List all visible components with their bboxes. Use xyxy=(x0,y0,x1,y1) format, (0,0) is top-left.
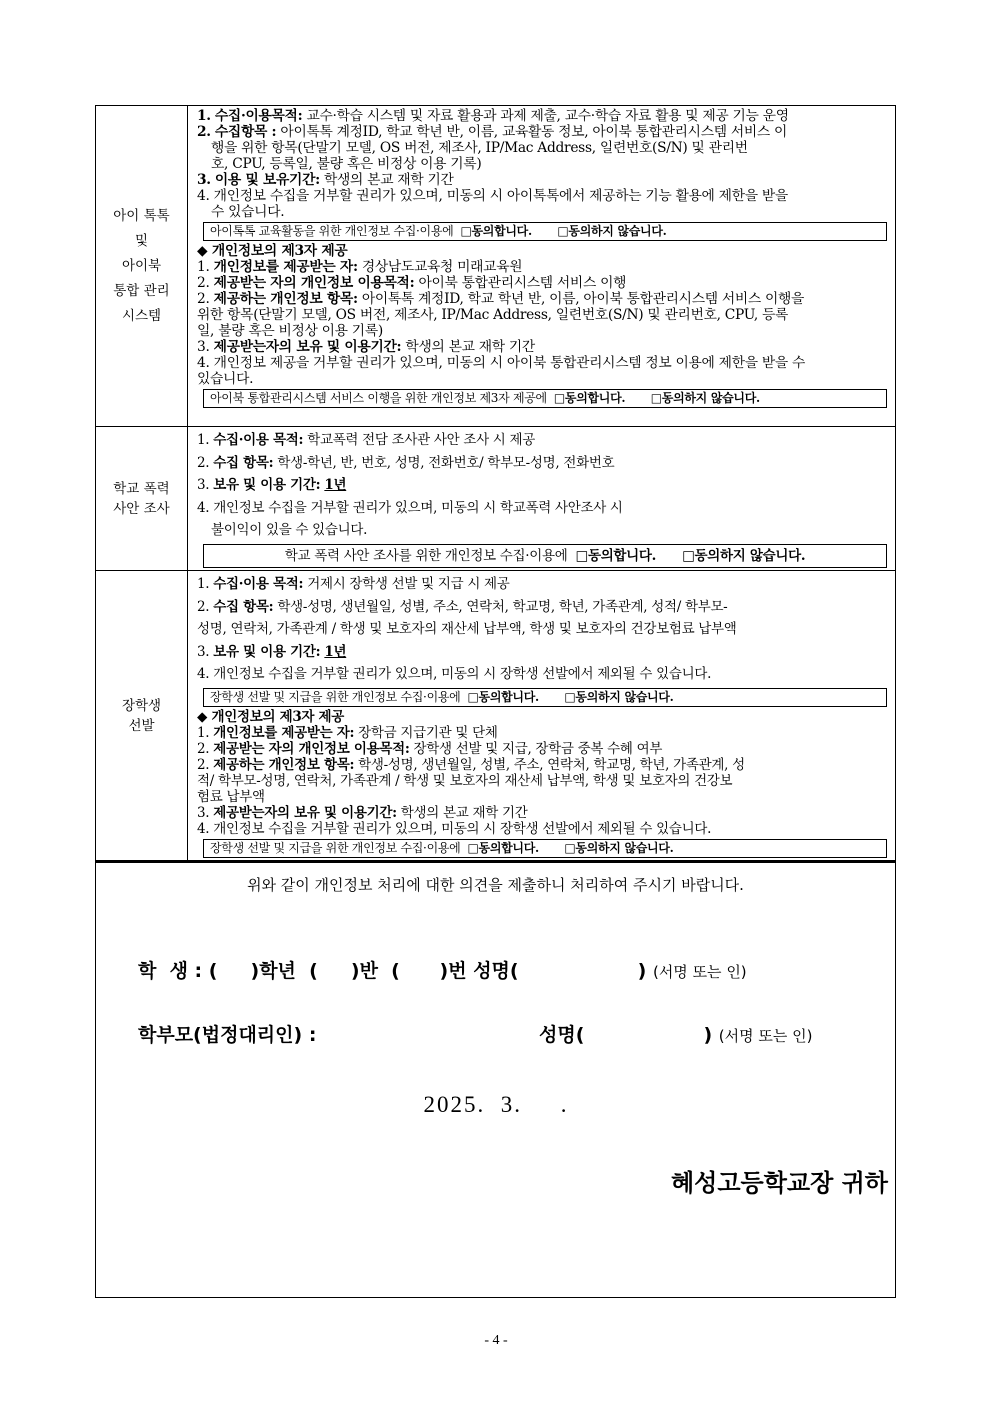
agree-checkbox[interactable]: □동의합니다. xyxy=(460,224,532,238)
section-label xyxy=(96,571,188,860)
parent-signature-line xyxy=(539,1020,812,1047)
tp-item-3-cont: 일, 불량 혹은 비정상 이용 기록) xyxy=(197,323,383,339)
tp-item-1: 1. 개인정보를 제공받는 자: 장학금 지급기관 및 단체 xyxy=(197,724,498,741)
tp-item-1: 1. 개인정보를 제공받는 자: 경상남도교육청 미래교육원 xyxy=(197,259,523,275)
disagree-checkbox[interactable]: □동의하지 않습니다. xyxy=(564,689,674,704)
item-4-cont: 불이익이 있을 수 있습니다. xyxy=(211,522,368,538)
item-3: 3. 보유 및 이용 기간: 1년 xyxy=(197,643,347,660)
consent-box-scholarship-third-party xyxy=(203,839,887,858)
disagree-checkbox[interactable]: □동의하지 않습니다. xyxy=(564,840,674,855)
item-4: 4. 개인정보 수집을 거부할 권리가 있으며, 미동의 시 장학생 선발에서 제외될 수 있습니다. xyxy=(197,666,712,682)
tp-item-4: 3. 제공받는자의 보유 및 이용기간: 학생의 본교 재학 기간 xyxy=(197,339,535,355)
third-party-title: ◆ 개인정보의 제3자 제공 xyxy=(197,243,348,259)
sign-note: (서명 또는 인) xyxy=(718,1027,813,1045)
consent-text: 학교 폭력 사안 조사를 위한 개인정보 수집·이용에 xyxy=(284,547,568,564)
tp-item-3: 2. 제공하는 개인정보 항목: 아이톡톡 계정ID, 학교 학년 반, 이름, 아이북 통합관리시스템 서비스 이행을 xyxy=(197,291,805,307)
consent-box-ibook xyxy=(203,389,887,408)
label-line: 시스템 xyxy=(121,307,162,324)
consent-box-scholarship xyxy=(203,688,887,707)
section-school-violence xyxy=(96,427,895,571)
consent-text: 아이북 통합관리시스템 서비스 이행을 위한 개인정보 제3자 제공에 xyxy=(210,391,547,405)
consent-text: 장학생 선발 및 지급을 위한 개인정보 수집·이용에 xyxy=(210,840,461,855)
tp-item-5: 4. 개인정보 수집을 거부할 권리가 있으며, 미동의 시 장학생 선발에서 제외될 수 있습니다. xyxy=(197,820,712,837)
disagree-checkbox[interactable]: □동의하지 않습니다. xyxy=(650,391,760,405)
label-line: 학교 폭력 xyxy=(113,480,170,497)
tp-item-5: 4. 개인정보 제공을 거부할 권리가 있으며, 미동의 시 아이북 통합관리시스템 정보 이용에 제한을 받을 수 xyxy=(197,355,805,371)
item-1: 1. 수집·이용목적: 교수·학습 시스템 및 자료 활용과 과제 제출, 교수·학습 자료 활용 및 제공 기능 운영 xyxy=(197,108,789,124)
disagree-checkbox[interactable]: □동의하지 않습니다. xyxy=(682,547,806,564)
consent-form-table xyxy=(95,105,896,1298)
consent-text: 장학생 선발 및 지급을 위한 개인정보 수집·이용에 xyxy=(210,689,461,704)
agree-checkbox[interactable]: □동의합니다. xyxy=(575,547,657,564)
label-line: 장학생 xyxy=(121,697,162,714)
item-3: 3. 보유 및 이용 기간: 1년 xyxy=(197,477,347,493)
item-3: 3. 이용 및 보유기간: 학생의 본교 재학 기간 xyxy=(197,172,454,188)
sign-note: (서명 또는 인) xyxy=(652,963,747,981)
page-number: - 4 - xyxy=(484,1333,508,1348)
item-4-cont: 수 있습니다. xyxy=(211,204,285,220)
student-signature-line xyxy=(138,956,747,983)
section-scholarship xyxy=(96,571,895,863)
label-line: 아이 톡톡 xyxy=(113,207,170,224)
section-label xyxy=(96,427,188,570)
tp-item-3-cont: 적/ 학부모-성명, 연락처, 가족관계 / 학생 및 보호자의 재산세 납부액, 학생 및 보호자의 건강보 xyxy=(197,772,733,789)
agree-checkbox[interactable]: □동의합니다. xyxy=(553,391,626,405)
tp-item-2: 2. 제공받는 자의 개인정보 이용목적: 장학생 선발 및 지급, 장학금 중복 수혜 여부 xyxy=(197,740,663,757)
consent-box-violence xyxy=(203,544,887,568)
item-4: 4. 개인정보 수집을 거부할 권리가 있으며, 미동의 시 학교폭력 사안조사 시 xyxy=(197,499,623,516)
label-line: 아이북 xyxy=(121,257,162,274)
label-line: 사안 조사 xyxy=(113,500,170,517)
parent-label: 학부모(법정대리인) : xyxy=(138,1024,317,1046)
section-label xyxy=(96,106,188,426)
section-content xyxy=(188,427,895,570)
tp-item-4: 3. 제공받는자의 보유 및 이용기간: 학생의 본교 재학 기간 xyxy=(197,804,528,821)
item-1: 1. 수집·이용 목적: 거제시 장학생 선발 및 지급 시 제공 xyxy=(197,576,510,592)
tp-item-3-cont: 험료 납부액 xyxy=(197,788,265,805)
item-2-cont: 행을 위한 항목(단말기 모델, OS 버전, 제조사, IP/Mac Address, 일련번호(S/N) 및 관리번 xyxy=(211,140,748,156)
item-2-cont: 호, CPU, 등록일, 불량 혹은 비정상 이용 기록) xyxy=(211,156,482,172)
item-2: 2. 수집 항목: 학생-학년, 반, 번호, 성명, 전화번호/ 학부모-성명, 전화번호 xyxy=(197,454,615,471)
consent-box-itoktok xyxy=(203,222,887,241)
item-2: 2. 수집 항목: 학생-성명, 생년월일, 성별, 주소, 연락처, 학교명, 학년, 가족관계, 성적/ 학부모- xyxy=(197,598,728,615)
request-sentence: 위와 같이 개인정보 처리에 대한 의견을 제출하니 처리하여 주시기 바랍니다. xyxy=(247,876,744,894)
disagree-checkbox[interactable]: □동의하지 않습니다. xyxy=(557,224,667,238)
section-content xyxy=(188,106,895,426)
tp-item-3: 2. 제공하는 개인정보 항목: 학생-성명, 생년월일, 성별, 주소, 연락처, 학교명, 학년, 가족관계, 성 xyxy=(197,756,745,773)
item-2: 2. 수집항목 : 아이톡톡 계정ID, 학교 학년 반, 이름, 교육활동 정보, 아이북 통합관리시스템 서비스 이 xyxy=(197,124,788,140)
label-line: 및 xyxy=(134,232,149,249)
tp-item-3-cont: 위한 항목(단말기 모델, OS 버전, 제조사, IP/Mac Address, 일련번호(S/N) 및 관리번호, CPU, 등록 xyxy=(197,307,789,323)
student-info: 학 생 : ( )학년 ( )반 ( )번 성명( ) xyxy=(138,960,647,982)
item-1: 1. 수집·이용 목적: 학교폭력 전담 조사관 사안 조사 시 제공 xyxy=(197,432,536,448)
third-party-title: ◆ 개인정보의 제3자 제공 xyxy=(197,708,345,725)
tp-item-5-cont: 있습니다. xyxy=(197,371,254,387)
agree-checkbox[interactable]: □동의합니다. xyxy=(467,689,539,704)
section-content xyxy=(188,571,895,860)
tp-item-2: 2. 제공받는 자의 개인정보 이용목적: 아이북 통합관리시스템 서비스 이행 xyxy=(197,275,627,291)
addressee: 혜성고등학교장 귀하 xyxy=(670,1169,888,1197)
item-4: 4. 개인정보 수집을 거부할 권리가 있으며, 미동의 시 아이톡톡에서 제공하는 기능 활용에 제한을 받을 xyxy=(197,188,788,204)
date: 2025. 3. . xyxy=(423,1092,569,1117)
agree-checkbox[interactable]: □동의합니다. xyxy=(467,840,539,855)
item-2-cont: 성명, 연락처, 가족관계 / 학생 및 보호자의 재산세 납부액, 학생 및 보호자의 건강보험료 납부액 xyxy=(197,621,737,637)
parent-name-field: 성명( ) xyxy=(539,1024,713,1046)
consent-text: 아이톡톡 교육활동을 위한 개인정보 수집·이용에 xyxy=(210,224,454,238)
section-itoktok xyxy=(96,106,895,427)
label-line: 통합 관리 xyxy=(113,282,170,299)
label-line: 선발 xyxy=(128,717,155,734)
